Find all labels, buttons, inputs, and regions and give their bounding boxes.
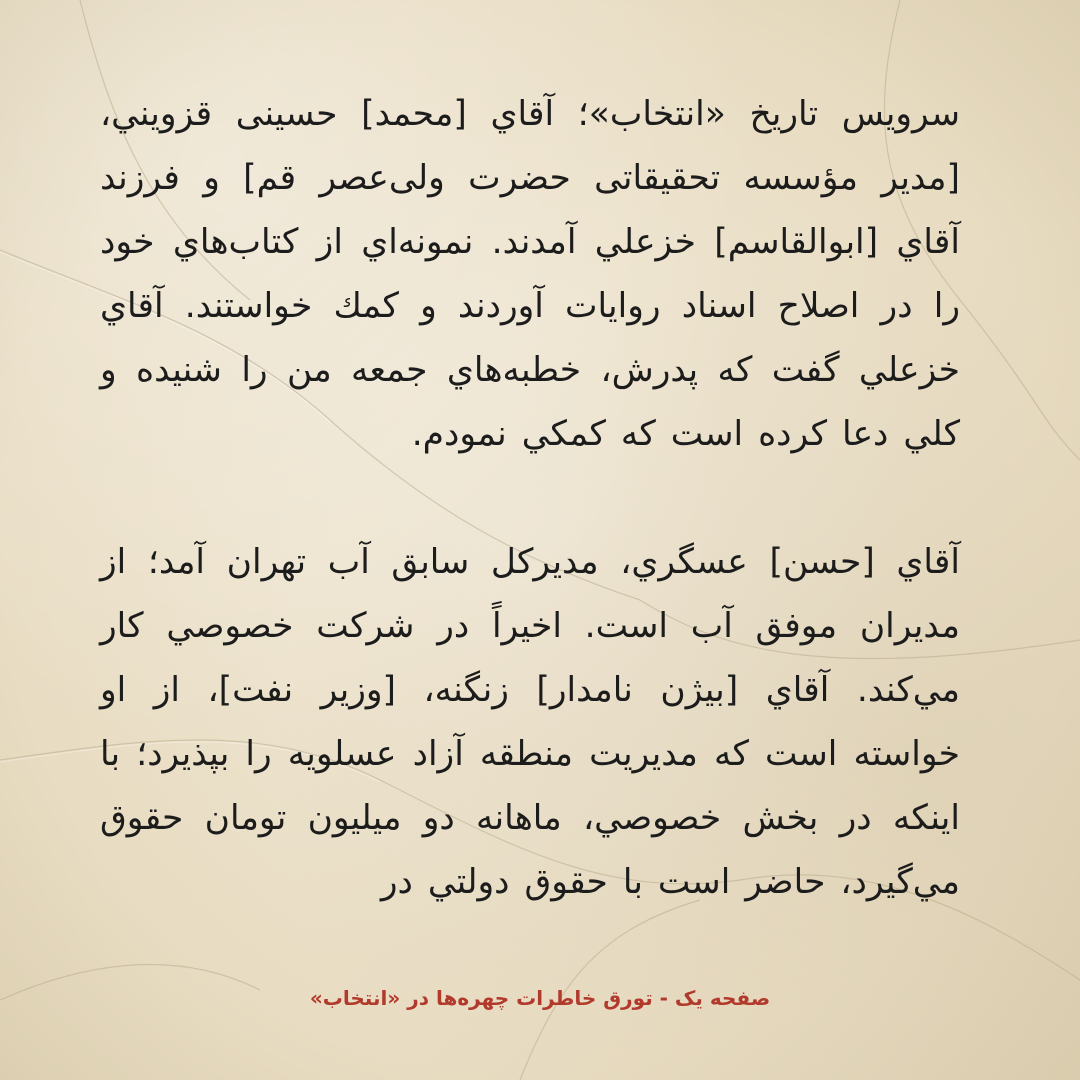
paragraph-2: آقاي [حسن] عسگري، مديركل سابق آب تهران آمد؛ از مديران موفق آب است. اخيراً در شركت خصوصي كار مي‌كند. آقاي [بيژن نامدار] زنگنه، [وزير نفت]، از او خواسته است كه مديريت منطقه آزاد عسلويه را بپذيرد؛ با اينكه در بخش خصوصي، ماهانه دو ميليون تومان حقوق مي‌گيرد، حاضر است با حقوق دولتي در <box>100 542 960 902</box>
document-body <box>100 82 960 914</box>
page-footer-caption: صفحه یک - تورق خاطرات چهره‌ها در «انتخاب» <box>309 986 771 1010</box>
paragraph-1: سرويس تاريخ «انتخاب»؛ آقاي [محمد] حسينى قزويني، [مدير مؤسسه تحقيقاتى حضرت ولى‌عصر قم] و فرزند آقاي [ابوالقاسم] خزعلي آمدند. نمونه‌اي از كتاب‌هاي خود را در اصلاح اسناد روايات آوردند و كمك خواستند. آقاي خزعلي گفت كه پدرش، خطبه‌هاي جمعه من را شنيده و كلي دعا كرده است كه كمكي نمودم. <box>100 94 960 454</box>
